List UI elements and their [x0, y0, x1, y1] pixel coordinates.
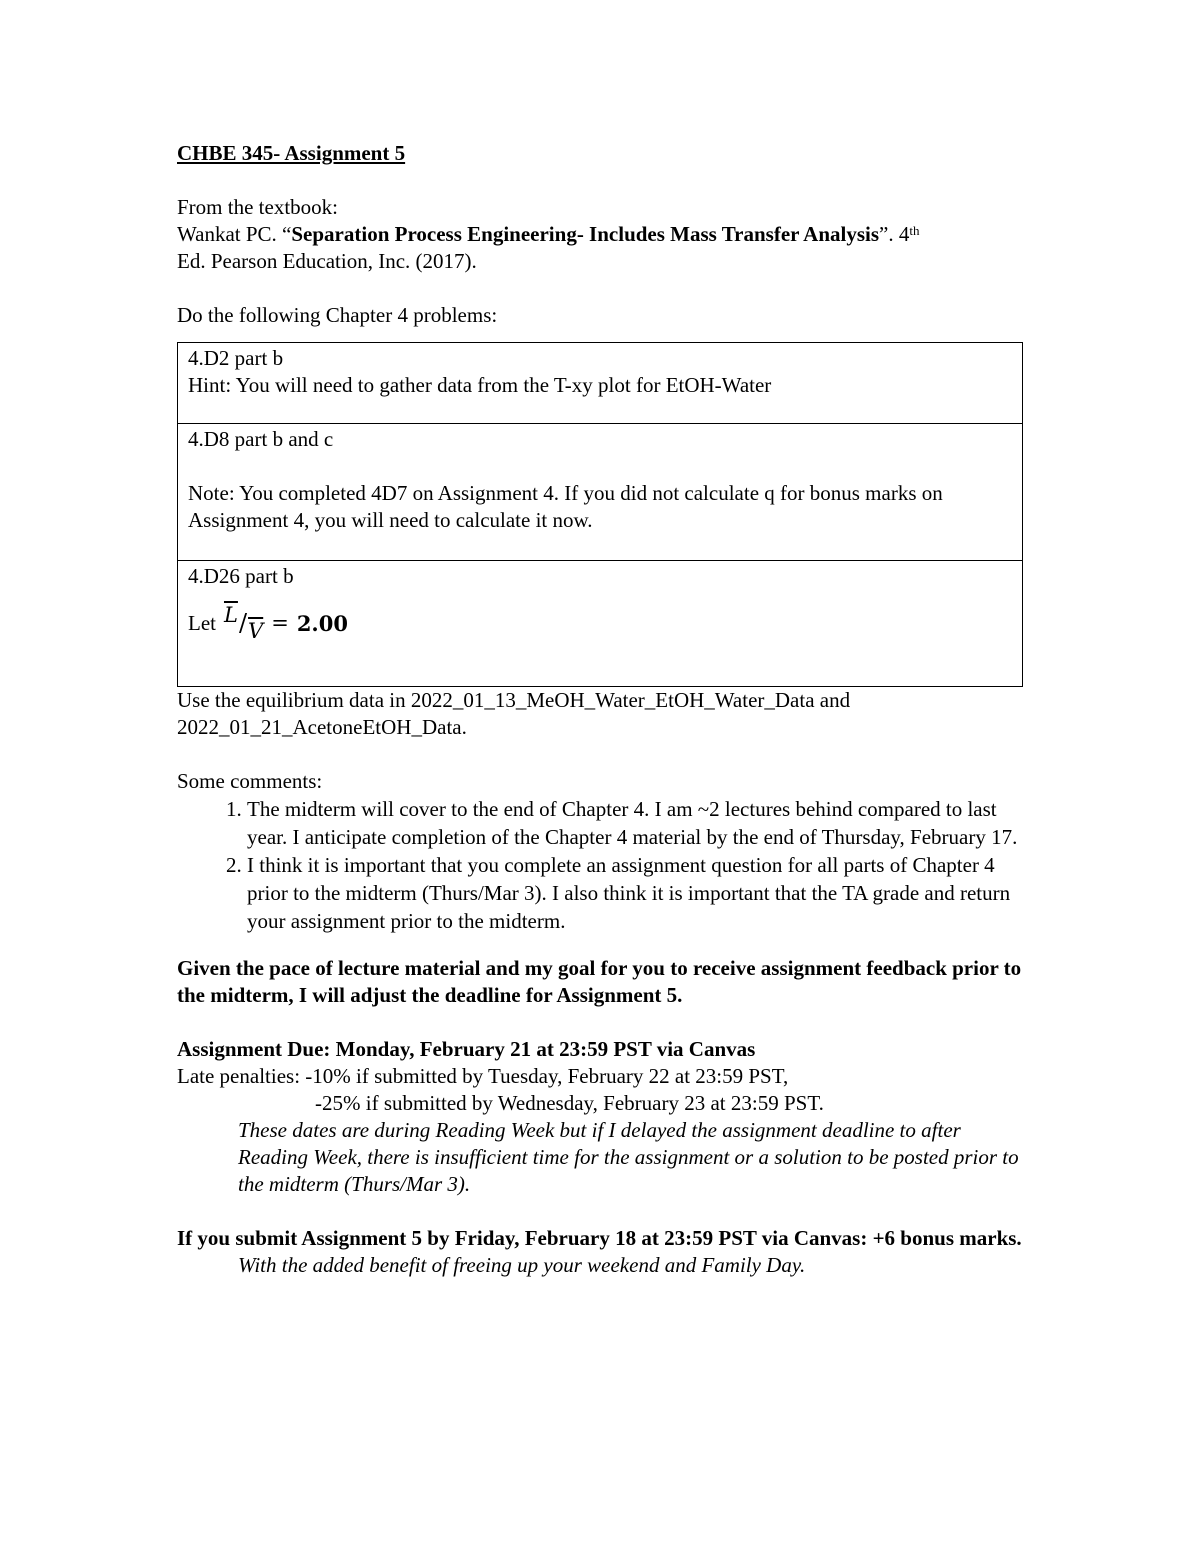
deadline-adjust-note: Given the pace of lecture material and my goal for you to receive assignment feedback prior to the midterm, I will adjust the deadline for Assignment 5.: [177, 956, 1022, 1007]
instruction: Do the following Chapter 4 problems:: [177, 303, 498, 327]
citation-line-2: Ed. Pearson Education, Inc. (2017).: [177, 249, 477, 273]
textbook-intro: From the textbook:: [177, 195, 338, 219]
comment-item: 2. I think it is important that you complete an assignment question for all parts of Chapter 4 prior to the midterm (Thurs/Mar 3). I also think it is important that the TA grade and return your assignment prior to the midterm.: [247, 851, 1027, 935]
problem-cell: [178, 561, 1023, 687]
let-equation: [188, 603, 1012, 643]
problem-heading: 4.D26 part b: [188, 564, 294, 588]
equilibrium-note: Use the equilibrium data in 2022_01_13_MeOH_Water_EtOH_Water_Data and 2022_01_21_AcetoneEtOH_Data.: [177, 688, 851, 739]
problem-note: Note: You completed 4D7 on Assignment 4. If you did not calculate q for bonus marks on Assignment 4, you will need to calculate it now.: [188, 481, 943, 532]
citation-book-title: Separation Process Engineering- Includes Mass Transfer Analysis: [291, 222, 880, 246]
document-page: [177, 140, 1027, 1279]
problem-row: [178, 343, 1023, 424]
problem-cell: [178, 424, 1023, 561]
citation-author: Wankat PC. “: [177, 222, 292, 246]
equation-slash: /: [238, 609, 248, 637]
problem-row: [178, 561, 1023, 687]
late-penalty-2: -25% if submitted by Wednesday, February 23 at 23:59 PST.: [315, 1091, 824, 1115]
problem-heading: 4.D8 part b and c: [188, 427, 334, 451]
late-penalty-1: Late penalties: -10% if submitted by Tuesday, February 22 at 23:59 PST,: [177, 1064, 789, 1088]
problems-table: [177, 342, 1023, 687]
comments-list: [177, 795, 1027, 935]
bonus-note: With the added benefit of freeing up your weekend and Family Day.: [238, 1253, 806, 1277]
let-label: Let: [188, 611, 216, 635]
equation-numerator: $\overline{L}$: [223, 603, 238, 627]
equation-value: 2.00: [296, 611, 348, 636]
document-title: CHBE 345- Assignment 5: [177, 141, 406, 165]
comments-heading: Some comments:: [177, 769, 323, 793]
comment-item: 1. The midterm will cover to the end of Chapter 4. I am ~2 lectures behind compared to last year. I anticipate completion of the Chapter 4 material by the end of Thursday, February 17.: [247, 795, 1027, 851]
citation-line-1: [177, 221, 1027, 248]
ratio-equation: [223, 603, 348, 643]
problem-row: [178, 424, 1023, 561]
equation-equals: =: [271, 611, 289, 635]
equation-denominator: $\overline{V}$: [248, 619, 264, 643]
citation-edition-sup: th: [909, 223, 920, 238]
bonus-offer: If you submit Assignment 5 by Friday, February 18 at 23:59 PST via Canvas: +6 bonus marks.: [177, 1226, 1022, 1250]
problem-note: Hint: You will need to gather data from the T-xy plot for EtOH-Water: [188, 373, 772, 397]
citation-after-title: ”. 4: [879, 222, 910, 246]
due-date: Assignment Due: Monday, February 21 at 23:59 PST via Canvas: [177, 1037, 756, 1061]
reading-week-note: These dates are during Reading Week but if I delayed the assignment deadline to after Reading Week, there is insufficient time for the assignment or a solution to be posted prior to the midterm (Thurs/Mar 3).: [238, 1118, 1019, 1196]
problem-heading: 4.D2 part b: [188, 346, 284, 370]
problem-cell: [178, 343, 1023, 424]
